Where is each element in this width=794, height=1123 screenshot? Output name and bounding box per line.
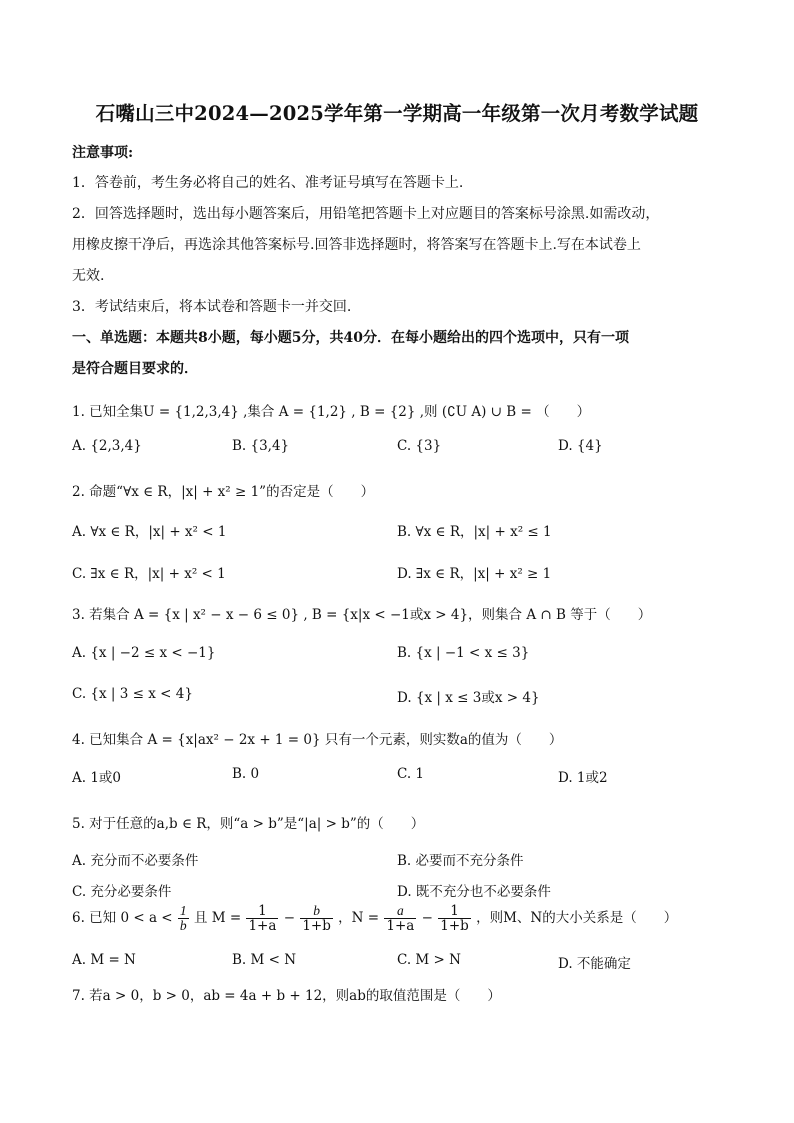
question-1-option-a: A. {2,3,4} [72,438,142,454]
fraction-1-over-b: $\frac{1}{b}$ [179,903,187,934]
question-6-stem [72,904,677,933]
question-1-stem: 1. 已知全集U = {1,2,3,4} ,集合 A = {1,2} , B = {2} ,则 (∁U A) ∪ B = （ ） [72,404,591,420]
exam-title: 石嘴山三中2024—2025学年第一学期高一年级第一次月考数学试题 [95,102,699,125]
question-2-option-a: A. ∀x ∈ R，|x| + x² < 1 [72,524,227,540]
section-heading-line-1: 一、单选题：本题共8小题，每小题5分，共40分．在每小题给出的四个选项中，只有一项 [72,330,629,346]
notice-item-1: 1．答卷前，考生务必将自己的姓名、准考证号填写在答题卡上. [72,175,464,191]
question-4-option-b: B. 0 [232,766,260,782]
question-5-option-d: D. 既不充分也不必要条件 [397,884,551,900]
question-1-option-b: B. {3,4} [232,438,290,454]
question-4-option-a: A. 1或0 [72,770,122,786]
question-6-stem-part-b: 且 M = [193,910,242,927]
fraction-m-first: $\frac{1}{1+a}$ [248,903,277,935]
question-4-option-d: D. 1或2 [558,770,608,786]
question-3-option-c: C. {x | 3 ≤ x < 4} [72,686,193,702]
question-2-stem: 2. 命题“∀x ∈ R，|x| + x² ≥ 1”的否定是（ ） [72,484,375,500]
question-5-option-c: C. 充分必要条件 [72,884,172,900]
question-3-option-b: B. {x | −1 < x ≤ 3} [397,645,530,661]
notice-item-3: 3．考试结束后，将本试卷和答题卡一并交回. [72,299,352,315]
minus-sign: − [283,910,296,927]
question-5-option-a: A. 充分而不必要条件 [72,853,199,869]
question-6-option-b: B. M < N [232,952,297,968]
question-6-stem-part-c: ，N = [338,910,380,927]
question-3-option-d: D. {x | x ≤ 3或x > 4} [397,690,540,706]
question-5-option-b: B. 必要而不充分条件 [397,853,524,869]
fraction-n-second: $\frac{1}{1+b}$ [440,903,469,935]
notice-heading: 注意事项: [72,145,134,161]
question-7-stem: 7. 若a > 0，b > 0，ab = 4a + b + 12，则ab的取值范围是（ ） [72,988,501,1004]
question-1-option-d: D. {4} [558,438,603,454]
question-4-stem: 4. 已知集合 A = {x|ax² − 2x + 1 = 0} 只有一个元素，则实数a的值为（ ） [72,732,563,748]
notice-item-2-line-2: 用橡皮擦干净后，再选涂其他答案标号.回答非选择题时，将答案写在答题卡上.写在本试卷上 [72,237,641,253]
question-3-stem: 3. 若集合 A = {x | x² − x − 6 ≤ 0} , B = {x|x < −1或x > 4}，则集合 A ∩ B 等于（ ） [72,607,652,623]
fraction-n-first: $\frac{a}{1+a}$ [386,903,415,935]
fraction-m-second: $\frac{b}{1+b}$ [302,903,331,935]
question-4-option-c: C. 1 [397,766,425,782]
section-heading-line-2: 是符合题目要求的． [72,361,198,377]
question-1-option-c: C. {3} [397,438,442,454]
question-2-option-b: B. ∀x ∈ R，|x| + x² ≤ 1 [397,524,552,540]
question-3-option-a: A. {x | −2 ≤ x < −1} [72,645,216,661]
question-6-option-c: C. M > N [397,952,461,968]
question-6-option-a: A. M = N [72,952,136,968]
question-6-stem-part-d: ，则M、N的大小关系是（ ） [476,910,678,927]
question-6-stem-part-a: 6. 已知 0 < a < [72,910,173,927]
notice-item-2-line-3: 无效. [72,268,105,284]
question-2-option-d: D. ∃x ∈ R，|x| + x² ≥ 1 [397,566,552,582]
notice-item-2-line-1: 2．回答选择题时，选出每小题答案后，用铅笔把答题卡上对应题目的答案标号涂黑.如需改动， [72,206,660,222]
question-6-option-d: D. 不能确定 [558,956,631,972]
question-5-stem: 5. 对于任意的a,b ∈ R，则“a > b”是“|a| > b”的（ ） [72,816,425,832]
question-2-option-c: C. ∃x ∈ R，|x| + x² < 1 [72,566,226,582]
minus-sign: − [421,910,433,927]
